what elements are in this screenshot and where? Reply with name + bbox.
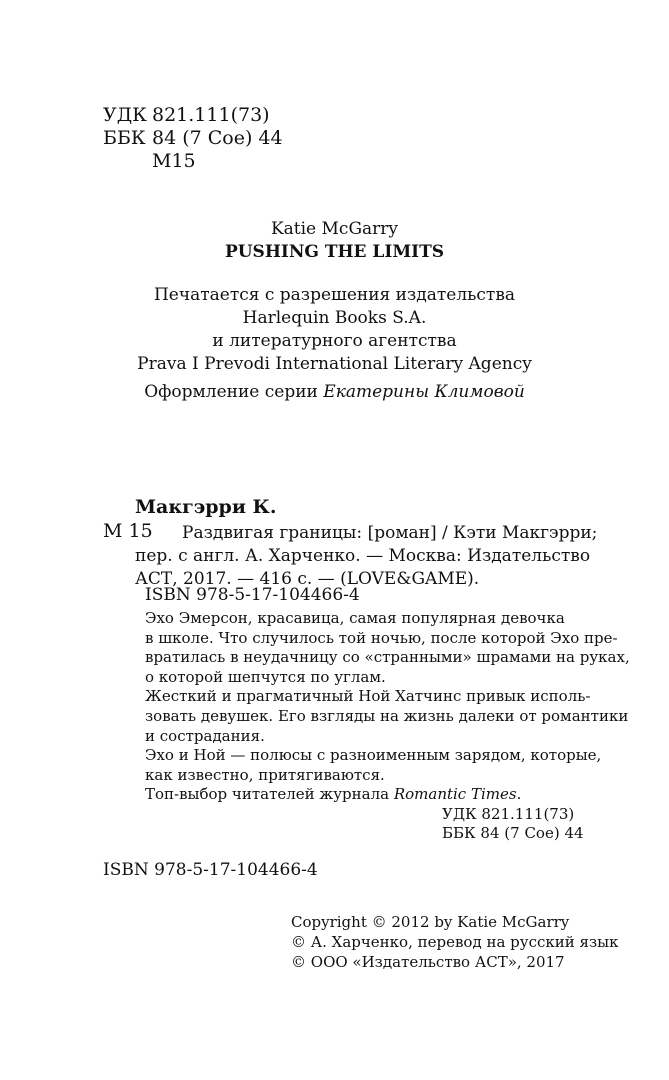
copyright-line: Copyright © 2012 by Katie McGarry: [291, 913, 570, 931]
catalog-isbn: ISBN 978-5-17-104466-4: [145, 585, 360, 605]
annotation-line: как известно, притягиваются.: [145, 765, 385, 784]
bib-line: пер. с англ. А. Харченко. — Москва: Издательство: [135, 546, 591, 566]
copyright-block: [291, 912, 619, 972]
catalog-author-mark: М 15: [103, 520, 153, 542]
bbk-label: ББК: [103, 127, 146, 149]
annotation-line: и сострадания.: [145, 726, 265, 745]
udk-value: 821.111(73): [152, 104, 270, 126]
copyright-line: © А. Харченко, перевод на русский язык: [291, 933, 619, 951]
original-title: PUSHING THE LIMITS: [224, 242, 445, 262]
permission-line: и литературного агентства: [212, 331, 457, 351]
top-choice-magazine: Romantic Times: [393, 785, 517, 804]
series-design: [0, 382, 669, 402]
catalog-annotation: [145, 609, 630, 805]
annotation-line: зовать девушек. Его взгляды на жизнь далеки от романтики: [145, 706, 629, 725]
original-author: Katie McGarry: [270, 219, 399, 239]
permission-notice: [0, 284, 669, 376]
permission-line: Печатается с разрешения издательства: [153, 285, 516, 305]
annotation-line: Эхо Эмерсон, красавица, самая популярная девочка: [145, 609, 565, 627]
annotation-line: Жесткий и прагматичный Ной Хатчинс привык исполь-: [145, 687, 591, 706]
permission-line: Prava I Prevodi International Literary Agency: [137, 354, 532, 374]
bib-line: АСТ, 2017. — 416 с. — (LOVE&GAME).: [135, 569, 480, 589]
bbk-value: 84 (7 Сое) 44: [152, 127, 283, 149]
udk-label: УДК: [103, 104, 147, 126]
top-choice-suffix: .: [516, 785, 522, 804]
series-design-prefix: Оформление серии: [144, 382, 318, 402]
annotation-line: в школе. Что случилось той ночью, после которой Эхо пре-: [145, 628, 618, 647]
catalog-bib-first: Раздвигая границы: [роман] / Кэти Макгэрри;: [182, 523, 598, 543]
catalog-bbk: ББК 84 (7 Сое) 44: [442, 824, 584, 842]
top-choice-prefix: Топ-выбор читателей журнала: [145, 785, 394, 804]
top-choice-line: [145, 785, 630, 805]
annotation-line: Эхо и Ной — полюсы с разноименным зарядом, которые,: [145, 746, 602, 765]
author-mark: М15: [152, 150, 196, 172]
copyright-line: © ООО «Издательство АСТ», 2017: [291, 953, 565, 971]
series-design-name: Екатерины Климовой: [323, 382, 525, 402]
annotation-line: о которой шепчутся по углам.: [145, 667, 386, 686]
catalog-udk: УДК 821.111(73): [442, 805, 575, 823]
annotation-line: вратилась в неудачницу со «странными» шрамами на руках,: [145, 648, 630, 667]
permission-line: Harlequin Books S.A.: [242, 308, 427, 328]
catalog-heading: Макгэрри К.: [135, 496, 277, 518]
isbn-main: ISBN 978-5-17-104466-4: [103, 860, 318, 880]
